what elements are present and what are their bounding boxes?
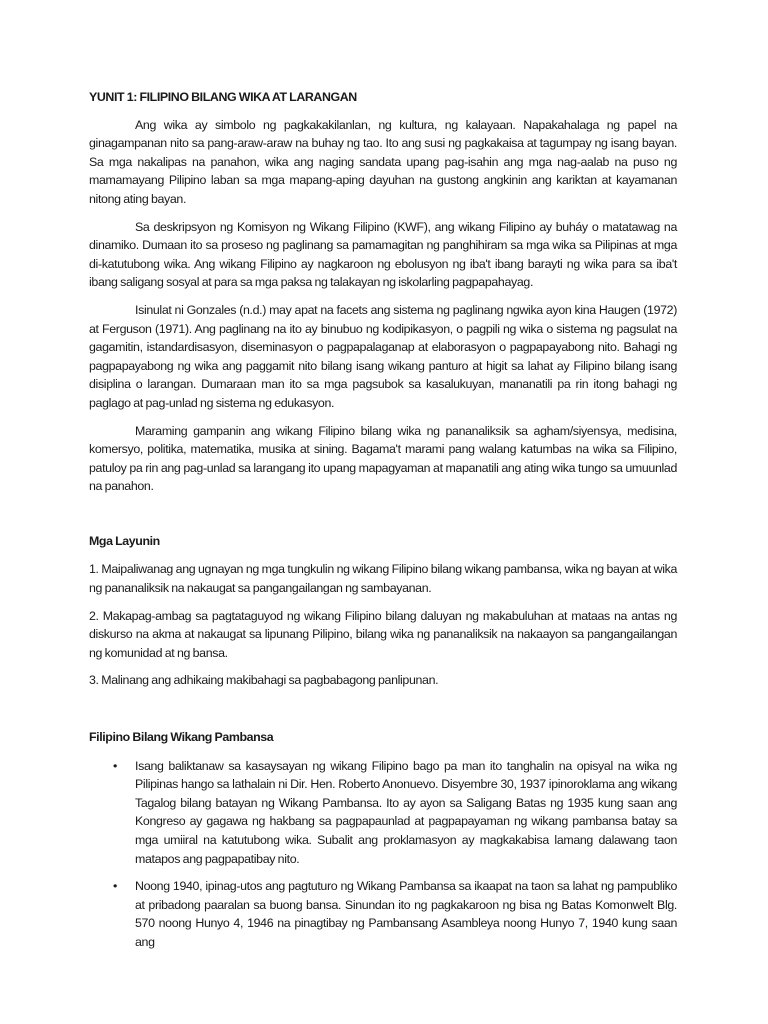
intro-paragraph-1: Ang wika ay simbolo ng pagkakakilanlan, ng kultura, ng kalayaan. Napakahalaga ng papel na ginagampanan nito sa pang-araw-araw na buhay ng tao. Ito ang susi ng pagkakaisa at tagumpay ng isang bayan. Sa mga nakalipas na panahon, wika ang naging sandata upang pag-isahin ang mga nag-aalab na puso ng mamamayang Pilipino laban sa mga mapang-aping dayuhan na gustong angkinin ang kariktan at kayamanan nitong ating bayan. (89, 117, 677, 206)
section-spacer (89, 699, 677, 728)
objective-item-3: 3. Malinang ang adhikaing makibahagi sa pagbabagong panlipunan. (89, 673, 439, 688)
objective-item-2: 2. Makapag-ambag sa pagtataguyod ng wikang Filipino bilang daluyan ng makabuluhan at mataas na antas ng diskurso na akma at nakaugat sa lipunang Pilipino, bilang wika ng pananaliksik na nakaayon sa pangangailangan ng komunidad at ng bansa. (89, 608, 677, 660)
section-spacer (89, 505, 677, 532)
objectives-heading: Mga Layunin (89, 533, 160, 548)
bullet-dot-icon: • (113, 879, 117, 894)
bullet-text-1: Isang baliktanaw sa kasaysayan ng wikang Filipino bago pa man ito tanghalin na opisyal na wika ng Pilipinas hango sa lathalain ni Dir. Hen. Roberto Anonuevo. Disyembre 30, 1937 ipinoroklama ang wikang Tagalog bilang batayan ng Wikang Pambansa. Ito ay ayon sa Saligang Batas ng 1935 kung saan ang Kongreso ay gagawa ng hakbang sa pagpapaunlad at pagpapayaman ng wikang pambansa batay sa mga umiiral na katutubong wika. Subalit ang proklamasyon ay magkakabisa lamang dalawang taon matapos ang pagpapatibay nito. (135, 758, 677, 866)
intro-paragraph-4: Maraming gampanin ang wikang Filipino bilang wika ng pananaliksik sa agham/siyensya, medisina, komersyo, politika, matematika, musika at sining. Bagama't marami pang walang katumbas na wika sa Filipino, patuloy pa rin ang pag-unlad sa larangang ito upang mapagyaman at mapanatili ang ating wika tungo sa umuunlad na panahon. (89, 423, 677, 494)
bullet-item-1 (89, 757, 677, 869)
bullet-text-2: Noong 1940, ipinag-utos ang pagtuturo ng Wikang Pambansa sa ikaapat na taon sa lahat ng pampubliko at pribadong paaralan sa buong bansa. Sinundan ito ng pagkakaroon ng bisa ng Batas Komonwelt Blg. 570 noong Hunyo 4, 1946 na pinagtibay ng Pambansang Asambleya noong Hunyo 7, 1940 kung saan ang (135, 879, 677, 949)
bullet-item-2 (89, 877, 677, 951)
bullet-dot-icon: • (113, 758, 117, 773)
document-body (89, 88, 677, 961)
bullet-list (89, 757, 677, 952)
intro-paragraph-3: Isinulat ni Gonzales (n.d.) may apat na facets ang sistema ng paglinang ngwika ayon kina Haugen (1972) at Ferguson (1971). Ang paglinang na ito ay binubuo ng kodipikasyon, o pagpili ng wika o sistema ng pagsulat na gagamitin, istandardisasyon, diseminasyon o pagpapalaganap at elaborasyon o pagpapayabong nito. Bahagi ng pagpapayabong ng wika ang paggamit nito bilang isang wikang panturo at higit sa lahat ay Filipino bilang isang disiplina o larangan. Dumaraan man ito sa mga pagsubok sa kasalukuyan, mananatili pa rin itong bahagi ng paglago at pag-unlad ng sistema ng edukasyon. (89, 302, 677, 410)
objective-item-1: 1. Maipaliwanag ang ugnayan ng mga tungkulin ng wikang Filipino bilang wikang pambansa, wika ng bayan at wika ng pananaliksik na nakaugat sa pangangailangan ng sambayanan. (89, 562, 677, 596)
section-heading-wikang-pambansa: Filipino Bilang Wikang Pambansa (89, 730, 274, 745)
unit-title: YUNIT 1: FILIPINO BILANG WIKA AT LARANGAN (89, 90, 357, 104)
intro-paragraph-2: Sa deskripsyon ng Komisyon ng Wikang Filipino (KWF), ang wikang Filipino ay buháy o matatawag na dinamiko. Dumaan ito sa proseso ng paglinang sa pamamagitan ng panghihiram sa mga wika sa Pilipinas at mga di-katutubong wika. Ang wikang Filipino ay nagkaroon ng ebolusyon ng iba't ibang barayti ng wika para sa iba't ibang saligang sosyal at para sa mga paksa ng talakayan ng iskolarling pagpapahayag. (89, 219, 677, 290)
